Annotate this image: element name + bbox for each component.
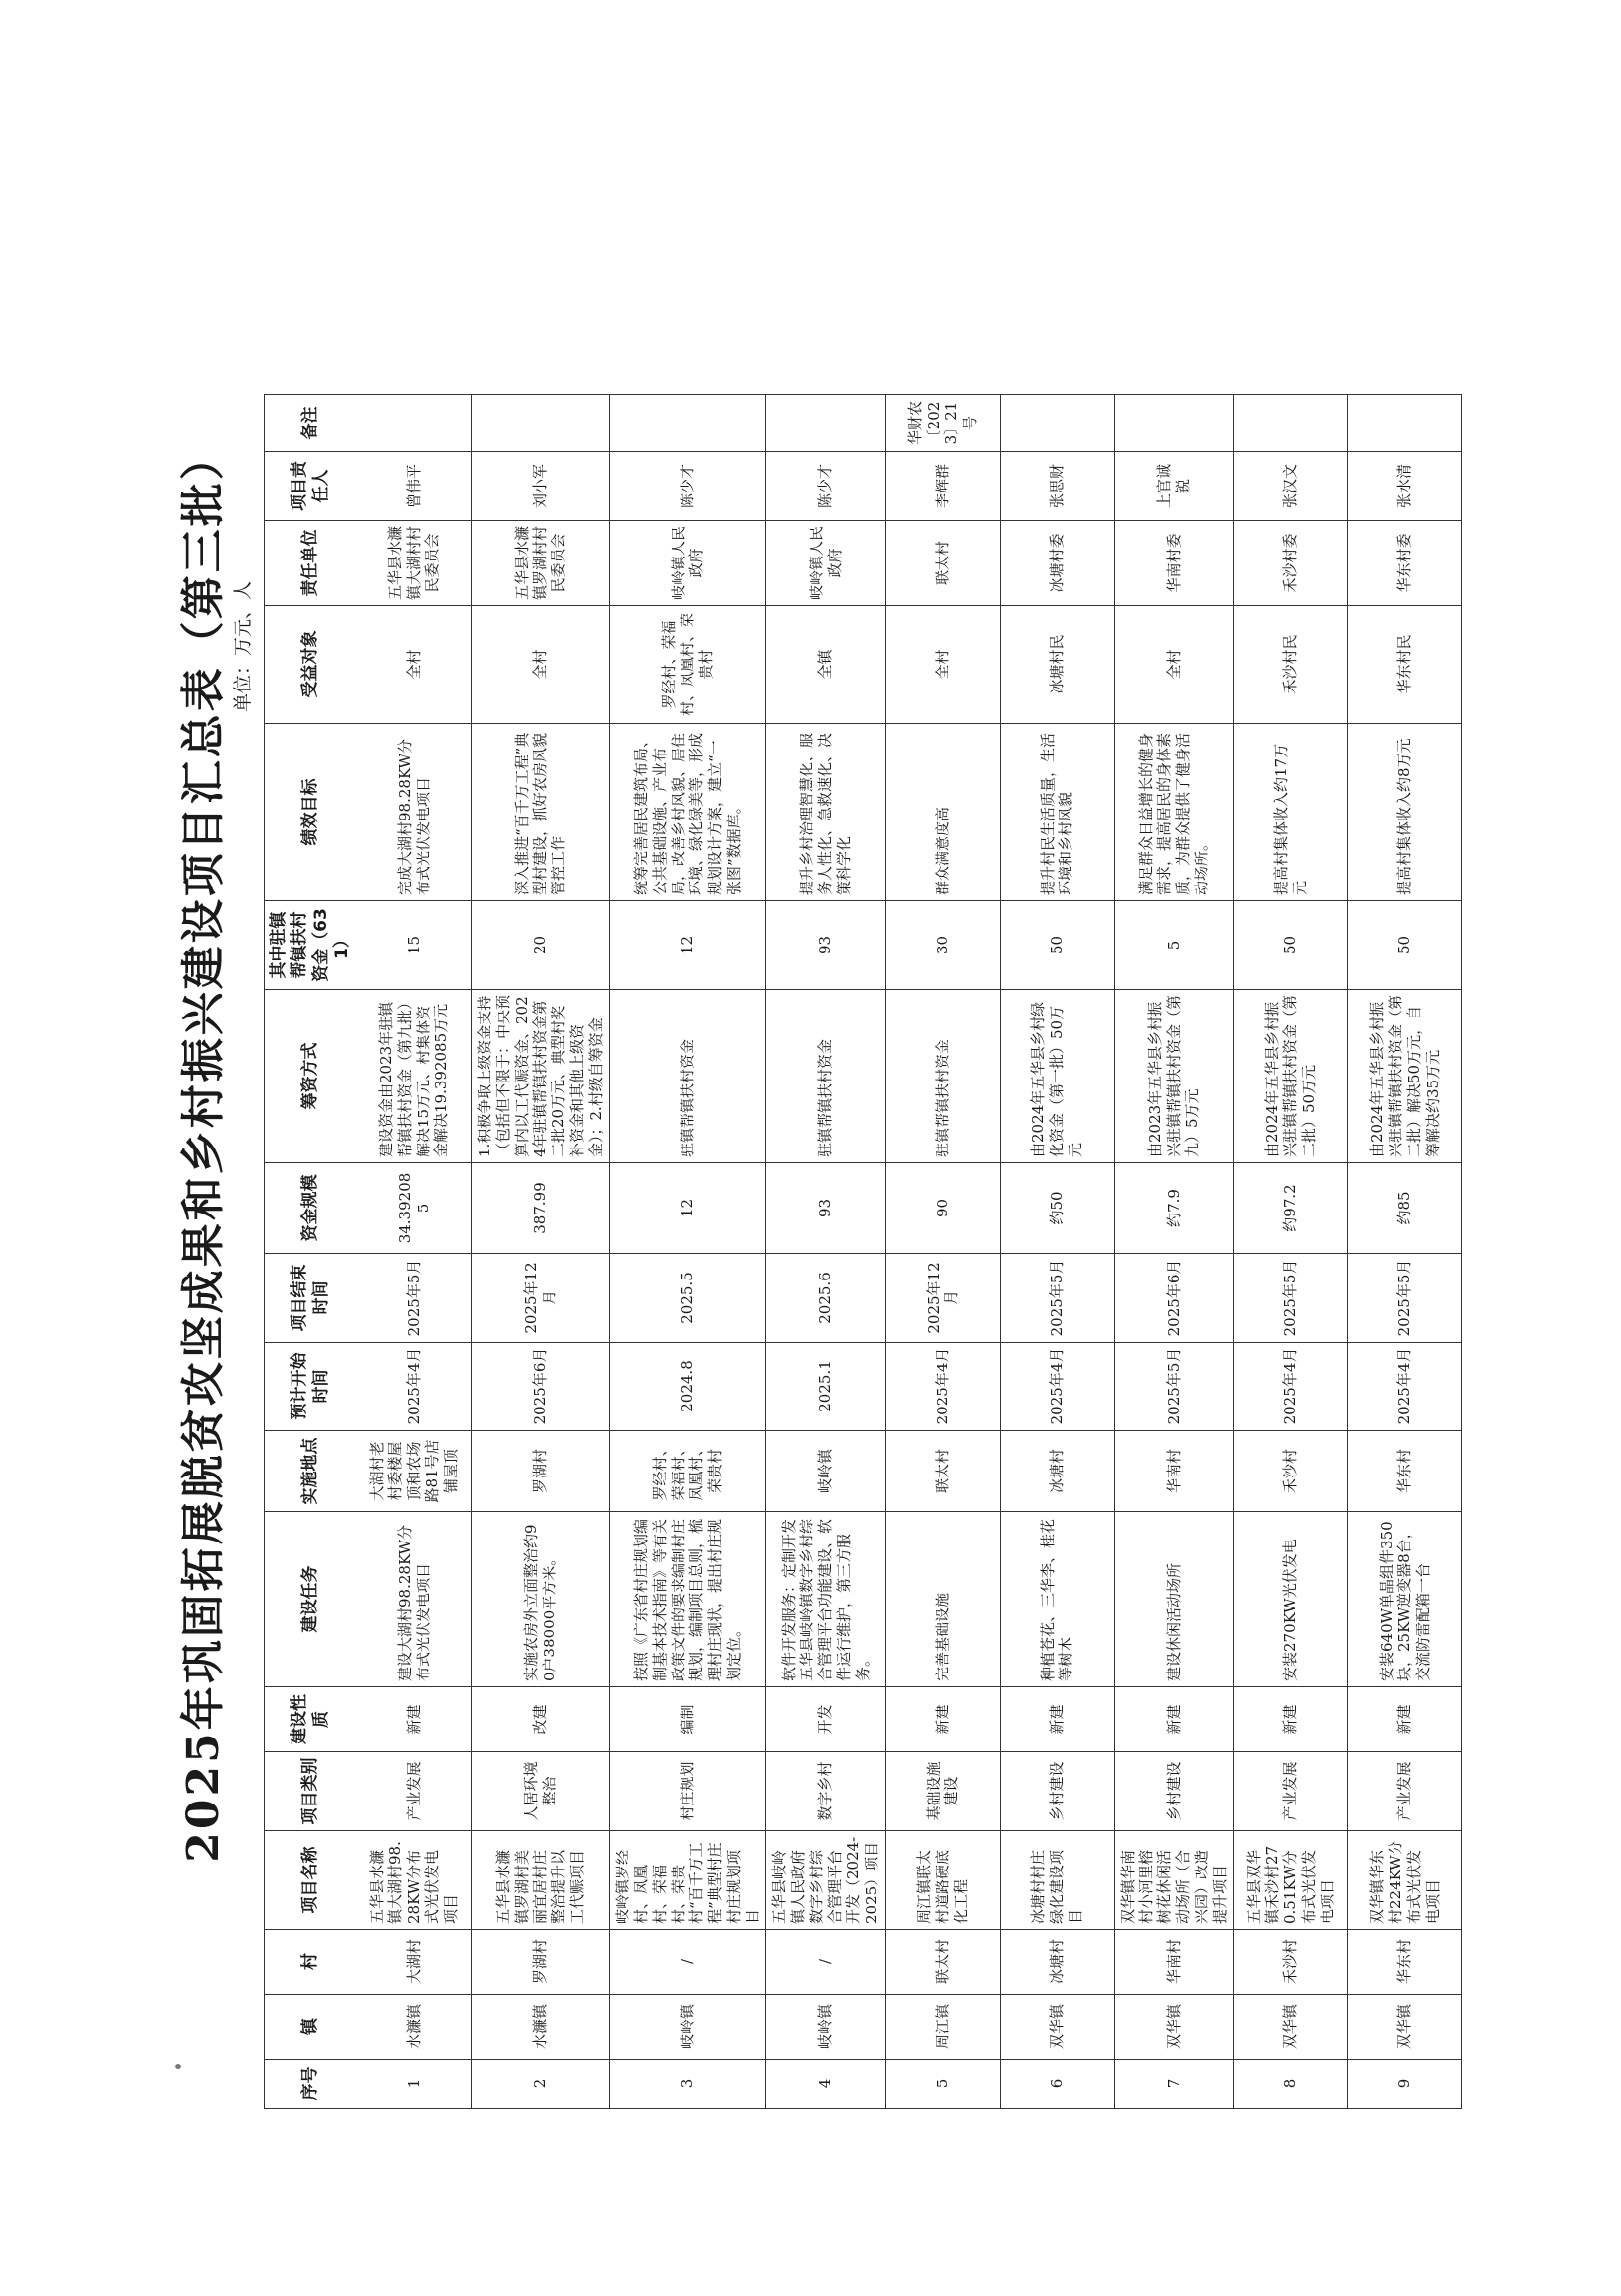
table-cell [766, 395, 886, 452]
table-cell: 30 [885, 901, 1000, 990]
table-cell: 禾沙村 [1234, 1930, 1348, 1995]
column-header: 项目责任人 [265, 452, 357, 521]
table-cell: 5 [1114, 901, 1234, 990]
table-cell: 约85 [1348, 1163, 1462, 1254]
table-cell: 乡村建设 [1114, 1752, 1234, 1831]
table-cell: 2025.1 [766, 1343, 886, 1431]
table-cell: 周江镇联太村道路硬底化工程 [885, 1831, 1000, 1930]
table-cell: 乡村建设 [1000, 1752, 1114, 1831]
table-cell: 8 [1234, 2060, 1348, 2109]
table-cell: 双华镇 [1000, 1995, 1114, 2060]
table-cell [1000, 395, 1114, 452]
table-cell: 曾伟平 [357, 452, 472, 521]
table-cell: 2024.8 [610, 1343, 766, 1431]
table-cell: 34.392085 [357, 1163, 472, 1254]
table-cell: 2025年4月 [885, 1343, 1000, 1431]
table-cell: 建设资金由2023年驻镇帮镇扶村资金（第九批）解决15万元、村集体资金解决19.392085万元 [357, 990, 472, 1163]
table-cell: 华东村民 [1348, 606, 1462, 724]
unit-label: 单位：万元、人 [232, 581, 254, 713]
column-header: 其中驻镇帮镇扶村资金（631） [265, 901, 357, 990]
table-cell: 深入推进“百千万工程”典型村建设，抓好农房风貌管控工作 [472, 724, 610, 901]
table-cell: 华南村 [1114, 1930, 1234, 1995]
table-cell: 约7.9 [1114, 1163, 1234, 1254]
table-cell: 五华县水濂镇大湖村村民委员会 [357, 521, 472, 606]
table-cell: 禾沙村委 [1234, 521, 1348, 606]
table-cell: 完善基础设施 [885, 1512, 1000, 1687]
table-cell: 由2023年五华县乡村振兴驻镇帮镇扶村资金（第九）5万元 [1114, 990, 1234, 1163]
table-cell: 周江镇 [885, 1995, 1000, 2060]
table-cell: 华财农〔2023〕21号 [885, 395, 1000, 452]
table-cell: 罗经村、荣福村、凤凰村、荣贵村 [610, 606, 766, 724]
column-header: 责任单位 [265, 521, 357, 606]
table-cell: 五华县水濂镇罗湖村美丽宜居村庄整治提升以工代赈项目 [472, 1831, 610, 1930]
table-cell: 2025年5月 [1114, 1343, 1234, 1431]
table-cell: 20 [472, 901, 610, 990]
table-cell: 华东村 [1348, 1431, 1462, 1512]
table-cell: 提升村民生活质量，生活环境和乡村风貌 [1000, 724, 1114, 901]
table-cell: 新建 [1114, 1687, 1234, 1752]
table-cell: 五华县双华镇禾沙村270.51KW分布式光伏发电项目 [1234, 1831, 1348, 1930]
table-cell: 2025年5月 [1000, 1254, 1114, 1343]
table-cell: 2025年12月 [885, 1254, 1000, 1343]
table-cell: 大湖村老村委楼屋顶和农场路81号店铺屋顶 [357, 1431, 472, 1512]
table-cell: 统筹完善居民建筑布局、公共基础设施、产业布局，改善乡村风貌、居住环境、绿化绿美等，形成规划设计方案，建立“一张图”数据库。 [610, 724, 766, 901]
table-cell: 禾沙村民 [1234, 606, 1348, 724]
table-cell: 刘小军 [472, 452, 610, 521]
table-cell: 全村 [885, 606, 1000, 724]
column-header: 实施地点 [265, 1431, 357, 1512]
project-table [264, 394, 1462, 2109]
table-cell: 双华镇 [1234, 1995, 1348, 2060]
table-cell: 约50 [1000, 1163, 1114, 1254]
table-cell: 按照《广东省村庄规划编制基本技术指南》等有关政策文件的要求编制村庄规划，编制项目总则，梳理村庄现状，提出村庄规划定位。 [610, 1512, 766, 1687]
table-cell: 由2024年五华县乡村振兴驻镇帮镇扶村资金（第二批）解决50万元，自筹解决约35万元 [1348, 990, 1462, 1163]
table-cell: 15 [357, 901, 472, 990]
table-cell: 岐岭镇人民政府 [766, 521, 886, 606]
table-cell: 驻镇帮镇扶村资金 [885, 990, 1000, 1163]
table-cell: 93 [766, 1163, 886, 1254]
table-cell: 水濂镇 [472, 1995, 610, 2060]
column-header: 项目名称 [265, 1831, 357, 1930]
table-cell: 开发 [766, 1687, 886, 1752]
table-cell: 新建 [1000, 1687, 1114, 1752]
table-cell: 五华县岐岭镇人民政府数字乡村综合管理平台开发（2024-2025）项目 [766, 1831, 886, 1930]
table-cell: 华东村 [1348, 1930, 1462, 1995]
table-cell: 华东村委 [1348, 521, 1462, 606]
table-cell: 编制 [610, 1687, 766, 1752]
document-title: 2025年巩固拓展脱贫攻坚成果和乡村振兴建设项目汇总表（第三批） [178, 433, 228, 1863]
table-cell: 岐岭镇 [610, 1995, 766, 2060]
table-cell: 新建 [1348, 1687, 1462, 1752]
table-cell: 张汉文 [1234, 452, 1348, 521]
table-cell: 4 [766, 2060, 886, 2109]
column-header: 资金规模 [265, 1163, 357, 1254]
column-header: 建设任务 [265, 1512, 357, 1687]
table-cell: 五华县水濂镇大湖村98.28KW分布式光伏发电项目 [357, 1831, 472, 1930]
table-cell [1114, 395, 1234, 452]
column-header: 镇 [265, 1995, 357, 2060]
table-cell: 岐岭镇 [766, 1431, 886, 1512]
table-cell: 新建 [1234, 1687, 1348, 1752]
table-cell: 五华县水濂镇罗湖村村民委员会 [472, 521, 610, 606]
table-cell: 2025年5月 [357, 1254, 472, 1343]
table-cell: 7 [1114, 2060, 1234, 2109]
table-cell: 联太村 [885, 1431, 1000, 1512]
table-cell: 禾沙村 [1234, 1431, 1348, 1512]
table-cell: 罗湖村 [472, 1930, 610, 1995]
table-cell: 双华镇 [1114, 1995, 1234, 2060]
table-cell: 2025年6月 [472, 1343, 610, 1431]
table-cell: 满足群众日益增长的健身需求，提高居民的身体素质，为群众提供了健身活动场所。 [1114, 724, 1234, 901]
table-cell: 冰塘村村庄绿化建设项目 [1000, 1831, 1114, 1930]
table-cell: 2025.5 [610, 1254, 766, 1343]
table-cell: 双华镇华东村224KW分布式光伏发电项目 [1348, 1831, 1462, 1930]
table-cell: 张水清 [1348, 452, 1462, 521]
table-cell: 6 [1000, 2060, 1114, 2109]
table-cell: 12 [610, 1163, 766, 1254]
table-cell: 1 [357, 2060, 472, 2109]
column-header: 项目类别 [265, 1752, 357, 1831]
table-cell: 产业发展 [1234, 1752, 1348, 1831]
table-cell: 基础设施建设 [885, 1752, 1000, 1831]
table-cell: 全镇 [766, 606, 886, 724]
table-cell: 双华镇华南村小河里榕树花休闲活动场所（合兴园）改造提升项目 [1114, 1831, 1234, 1930]
table-cell: 2025年5月 [1234, 1254, 1348, 1343]
table-cell: 村庄规划 [610, 1752, 766, 1831]
table-cell: 李辉群 [885, 452, 1000, 521]
table-row [885, 395, 1000, 2109]
table-cell: 387.99 [472, 1163, 610, 1254]
table-cell: 2025年4月 [1000, 1343, 1114, 1431]
table-cell: 实施农房外立面整治约90户38000平方米。 [472, 1512, 610, 1687]
table-cell: 建设大湖村98.28KW分布式光伏发电项目 [357, 1512, 472, 1687]
column-header: 村 [265, 1930, 357, 1995]
table-cell: 产业发展 [357, 1752, 472, 1831]
table-cell: 全村 [472, 606, 610, 724]
table-cell: 新建 [357, 1687, 472, 1752]
table-cell: 安装270KW光伏发电 [1234, 1512, 1348, 1687]
table-row [610, 395, 766, 2109]
table-cell: 华南村委 [1114, 521, 1234, 606]
table-row [1000, 395, 1114, 2109]
column-header: 绩效目标 [265, 724, 357, 901]
table-cell: 新建 [885, 1687, 1000, 1752]
table-cell: 罗经村、荣福村、凤凰村、荣贵村 [610, 1431, 766, 1512]
table-cell: 2 [472, 2060, 610, 2109]
table-cell: 50 [1000, 901, 1114, 990]
table-cell: 华南村 [1114, 1431, 1234, 1512]
table-cell: 大湖村 [357, 1930, 472, 1995]
table-cell [1348, 395, 1462, 452]
table-cell: 冰塘村 [1000, 1431, 1114, 1512]
table-cell: 陈少才 [610, 452, 766, 521]
table-cell: 2025年5月 [1348, 1254, 1462, 1343]
table-cell: 冰塘村委 [1000, 521, 1114, 606]
table-cell [1234, 395, 1348, 452]
table-cell: 2025年4月 [357, 1343, 472, 1431]
table-cell: 2025年4月 [1234, 1343, 1348, 1431]
table-cell: 陈少才 [766, 452, 886, 521]
table-cell: 联太村 [885, 521, 1000, 606]
table-cell: 约97.2 [1234, 1163, 1348, 1254]
column-header: 项目结束时间 [265, 1254, 357, 1343]
column-header: 预计开始时间 [265, 1343, 357, 1431]
table-cell: 全村 [357, 606, 472, 724]
table-row [1348, 395, 1462, 2109]
column-header: 序号 [265, 2060, 357, 2109]
table-cell: 驻镇帮镇扶村资金 [766, 990, 886, 1163]
table-cell: 由2024年五华县乡村绿化资金（第一批）50万元 [1000, 990, 1114, 1163]
table-cell: 建设休闲活动场所 [1114, 1512, 1234, 1687]
table-row [472, 395, 610, 2109]
table-cell: 冰塘村民 [1000, 606, 1114, 724]
table-cell: 安装640W单晶组件350块，25KW逆变器8台，交流防雷配箱一台 [1348, 1512, 1462, 1687]
table-cell: 全村 [1114, 606, 1234, 724]
table-cell: 岐岭镇罗经村、凤凰村、荣福村、荣贵村“百千万工程”典型村庄村庄规划项目 [610, 1831, 766, 1930]
table-cell: 数字乡村 [766, 1752, 886, 1831]
table-cell: 联太村 [885, 1930, 1000, 1995]
table-cell: / [766, 1930, 886, 1995]
table-cell: 岐岭镇 [766, 1995, 886, 2060]
table-cell: 产业发展 [1348, 1752, 1462, 1831]
table-cell [357, 395, 472, 452]
table-cell: 2025年6月 [1114, 1254, 1234, 1343]
table-cell: 岐岭镇人民政府 [610, 521, 766, 606]
table-cell: 软件开发服务：定制开发五华县岐岭镇数字乡村综合管理平台功能建设、软件运行维护，第三方服务。 [766, 1512, 886, 1687]
column-header: 建设性质 [265, 1687, 357, 1752]
table-cell: 提高村集体收入约8万元 [1348, 724, 1462, 901]
table-cell: / [610, 1930, 766, 1995]
table-row [1114, 395, 1234, 2109]
table-cell: 1.积极争取上级资金支持（包括但不限于：中央预算内以工代赈资金、2024年驻镇帮镇扶村资金第二批20万元、典型村奖补资金和其他上级资金）；2.村级自筹资金 [472, 990, 610, 1163]
table-cell: 人居环境整治 [472, 1752, 610, 1831]
table-cell: 5 [885, 2060, 1000, 2109]
table-cell: 水濂镇 [357, 1995, 472, 2060]
table-cell: 张思财 [1000, 452, 1114, 521]
table-cell: 双华镇 [1348, 1995, 1462, 2060]
table-cell: 90 [885, 1163, 1000, 1254]
table-row [1234, 395, 1348, 2109]
table-cell: 50 [1348, 901, 1462, 990]
table-cell: 罗湖村 [472, 1431, 610, 1512]
table-cell: 9 [1348, 2060, 1462, 2109]
table-row [766, 395, 886, 2109]
table-cell [610, 395, 766, 452]
column-header: 备注 [265, 395, 357, 452]
table-cell: 12 [610, 901, 766, 990]
table-cell: 2025年4月 [1348, 1343, 1462, 1431]
scan-dot [175, 2064, 181, 2069]
table-row [357, 395, 472, 2109]
table-cell: 2025.6 [766, 1254, 886, 1343]
table-cell: 上官诚锐 [1114, 452, 1234, 521]
table-cell: 改建 [472, 1687, 610, 1752]
table-cell: 由2024年五华县乡村振兴驻镇帮镇扶村资金（第二批）50万元 [1234, 990, 1348, 1163]
column-header: 筹资方式 [265, 990, 357, 1163]
table-header-row [265, 395, 357, 2109]
table-cell: 提高村集体收入约17万元 [1234, 724, 1348, 901]
table-cell: 93 [766, 901, 886, 990]
table-cell: 冰塘村 [1000, 1930, 1114, 1995]
table-cell: 2025年12月 [472, 1254, 610, 1343]
table-cell: 种植苍花、三华李、桂花等树木 [1000, 1512, 1114, 1687]
column-header: 受益对象 [265, 606, 357, 724]
table-cell: 群众满意度高 [885, 724, 1000, 901]
table-cell [472, 395, 610, 452]
table-cell: 50 [1234, 901, 1348, 990]
table-cell: 驻镇帮镇扶村资金 [610, 990, 766, 1163]
table-cell: 完成大湖村98.28KW分布式光伏发电项目 [357, 724, 472, 901]
table-cell: 提升乡村治理智慧化、服务人性化、急救速化、决策科学化 [766, 724, 886, 901]
table-cell: 3 [610, 2060, 766, 2109]
